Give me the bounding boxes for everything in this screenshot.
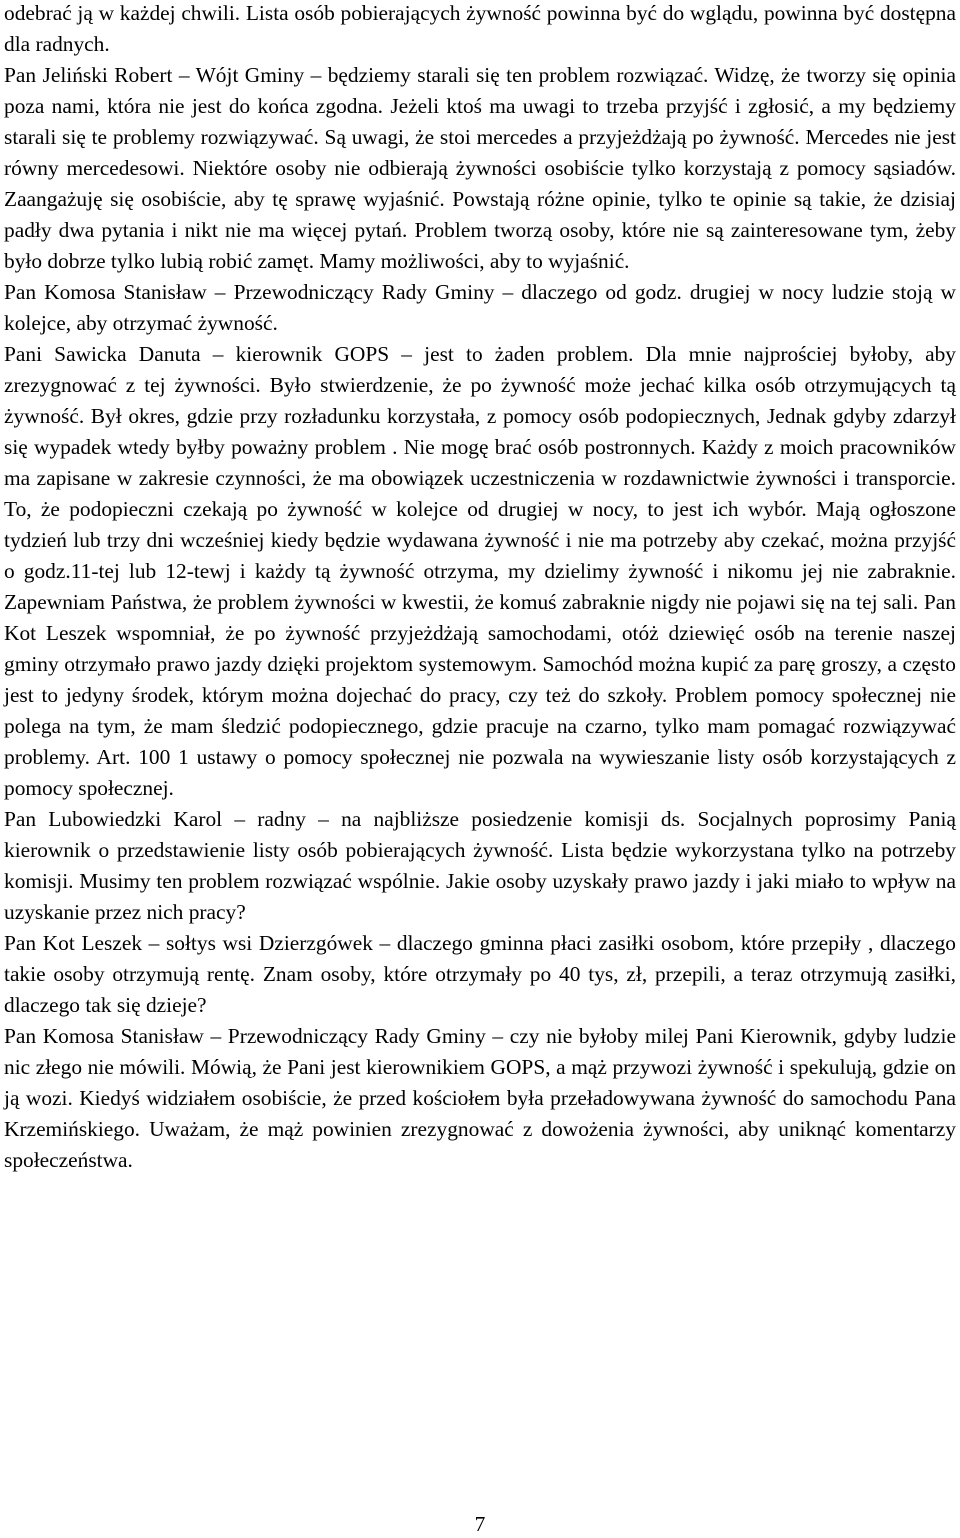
- paragraph-soltys-statement: Pan Kot Leszek – sołtys wsi Dzierzgówek – dlaczego gminna płaci zasiłki osobom, które przepiły , dlaczego takie osoby otrzymują rentę. Znam osoby, które otrzymały po 40 tys, zł, przepili, a teraz otrzymują zasiłki, dlaczego tak się dzieje?: [4, 931, 956, 1017]
- document-body: [4, 0, 956, 1176]
- paragraph-wojt-statement: Pan Jeliński Robert – Wójt Gminy – będziemy starali się ten problem rozwiązać. Widzę, że tworzy się opinia poza nami, która nie jest do końca zgodna. Jeżeli ktoś ma uwagi to trzeba przyjść i zgłosić, a my będziemy starali się te problemy rozwiązywać. Są uwagi, że stoi mercedes a przyjeżdżają po żywność. Mercedes nie jest równy mercedesowi. Niektóre osoby nie odbierają żywności osobiście tylko korzystają z pomocy sąsiadów. Zaangażuję się osobiście, aby tę sprawę wyjaśnić. Powstają różne opinie, tylko te opinie są takie, że dzisiaj padły dwa pytania i nikt nie ma więcej pytań. Problem tworzą osoby, które nie są zainteresowane tym, żeby było dobrze tylko lubią robić zamęt. Mamy możliwości, aby to wyjaśnić.: [4, 63, 956, 273]
- paragraph-kierownik-gops-statement: Pani Sawicka Danuta – kierownik GOPS – jest to żaden problem. Dla mnie najprościej byłoby, aby zrezygnować z tej żywności. Było stwierdzenie, że po żywność może jechać kilka osób otrzymujących tą żywność. Był okres, gdzie przy rozładunku korzystała, z pomocy osób podopiecznych, Jednak gdyby zdarzył się wypadek wtedy byłby poważny problem . Nie mogę brać osób postronnych. Każdy z moich pracowników ma zapisane w zakresie czynności, że ma obowiązek uczestniczenia w rozdawnictwie żywności i transporcie. To, że podopieczni czekają po żywność w kolejce od drugiej w nocy, to jest ich wybór. Mają ogłoszone tydzień lub trzy dni wcześniej kiedy będzie wydawana żywność i nie ma potrzeby aby czekać, można przyjść o godz.11-tej lub 12-tewj i każdy tą żywność otrzyma, my dzielimy żywność i nikomu jej nie zabraknie. Zapewniam Państwa, że problem żywności w kwestii, że komuś zabraknie nigdy nie pojawi się na tej sali. Pan Kot Leszek wspomniał, że po żywność przyjeżdżają samochodami, otóż dziewięć osób na terenie naszej gminy otrzymało prawo jazdy dzięki projektom systemowym. Samochód można kupić za parę groszy, a często jest to jedyny środek, którym można dojechać do pracy, czy też do szkoły. Problem pomocy społecznej nie polega na tym, że mam śledzić podopiecznego, gdzie pracuje na czarno, tylko mam pomagać rozwiązywać problemy. Art. 100 1 ustawy o pomocy społecznej nie pozwala na wywieszanie listy osób korzystających z pomocy społecznej.: [4, 342, 956, 800]
- paragraph-radny-statement: Pan Lubowiedzki Karol – radny – na najbliższe posiedzenie komisji ds. Socjalnych poprosimy Panią kierownik o przedstawienie listy osób pobierających żywność. Lista będzie wykorzystana tylko na potrzeby komisji. Musimy ten problem rozwiązać wspólnie. Jakie osoby uzyskały prawo jazdy i jaki miało to wpływ na uzyskanie przez nich pracy?: [4, 807, 956, 924]
- paragraph-przewodniczacy-question: Pan Komosa Stanisław – Przewodniczący Rady Gminy – dlaczego od godz. drugiej w nocy ludzie stoją w kolejce, aby otrzymać żywność.: [4, 280, 956, 335]
- paragraph-continuation: odebrać ją w każdej chwili. Lista osób pobierających żywność powinna być do wglądu, powinna być dostępna dla radnych.: [4, 1, 956, 56]
- paragraph-przewodniczacy-statement: Pan Komosa Stanisław – Przewodniczący Rady Gminy – czy nie byłoby milej Pani Kierownik, gdyby ludzie nic złego nie mówili. Mówią, że Pani jest kierownikiem GOPS, a mąż przywozi żywność i spekulują, gdzie on ją wozi. Kiedyś widziałem osobiście, że przed kościołem była przeładowywana żywność do samochodu Pana Krzemińskiego. Uważam, że mąż powinien zrezygnować z dowożenia żywności, aby uniknąć komentarzy społeczeństwa.: [4, 1024, 956, 1172]
- page-number: 7: [474, 1512, 486, 1536]
